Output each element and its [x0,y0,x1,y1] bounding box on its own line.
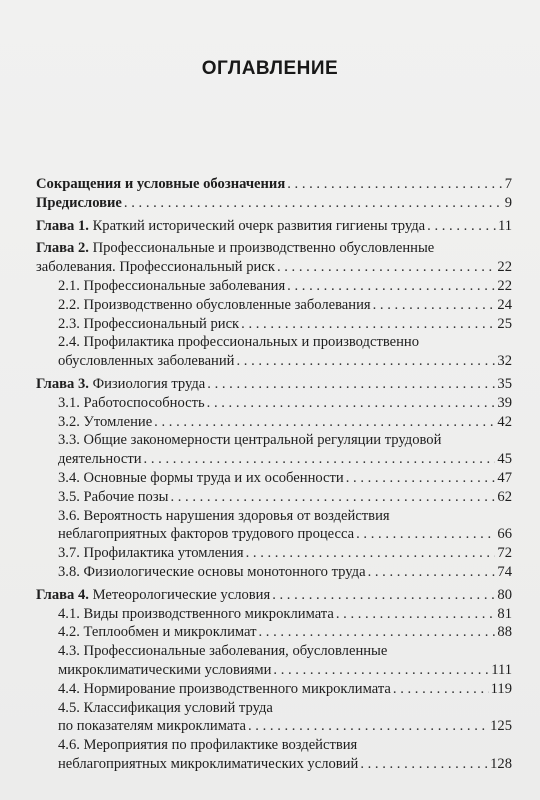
leader-dots [287,277,495,296]
leader-dots [368,563,496,582]
chapter-label: Глава 2. [36,240,89,257]
toc-entry-text: 2.2. Производственно обусловленные заболевания [58,296,371,313]
toc-entry-preface [36,194,512,213]
leader-dots [360,755,488,774]
toc-entry-section-4-3 [36,642,512,680]
toc-entry-text-line1: Профессиональные и производственно обусловленные [92,240,435,257]
toc-page-number: 42 [497,413,512,430]
toc-entry-section-3-3 [36,431,512,469]
toc-entry-section-3-8 [36,563,512,582]
toc-page-number: 128 [490,755,512,772]
toc-entry-text-line2: деятельности [58,451,142,468]
toc-page-number: 66 [497,526,512,543]
toc-page-number: 9 [504,194,512,211]
toc-page-number: 125 [490,718,512,735]
toc-entry-section-4-6 [36,736,512,774]
leader-dots [336,605,496,624]
toc-page-number: 119 [490,680,512,697]
toc-entry-section-3-2 [36,413,512,432]
toc-page-number: 72 [497,545,512,562]
toc-page-number: 62 [497,488,512,505]
leader-dots [237,352,496,371]
leader-dots [207,375,495,394]
leader-dots [272,586,495,605]
toc-entry-section-2-2 [36,296,512,315]
leader-dots [273,661,489,680]
toc-entry-text-line1: 4.5. Классификация условий труда [58,699,273,716]
toc-entry-section-2-4 [36,333,512,371]
toc-entry-text: 3.1. Работоспособность [58,394,205,411]
toc-page-number: 80 [497,586,512,603]
toc-entry-section-2-3 [36,315,512,334]
leader-dots [154,413,495,432]
toc-entry-chapter-2 [36,239,512,277]
leader-dots [170,488,495,507]
leader-dots [356,525,495,544]
toc-entry-text: 3.4. Основные формы труда и их особенности [58,469,344,486]
toc-entry-section-4-4 [36,680,512,699]
toc-entry-section-4-1 [36,605,512,624]
toc-page-number: 35 [497,375,512,392]
toc-page-number: 74 [497,563,512,580]
toc-entry-chapter-1 [36,217,512,236]
toc-entry-text: 4.2. Теплообмен и микроклимат [58,624,257,641]
leader-dots [124,194,503,213]
toc-entry-chapter-4 [36,586,512,605]
toc-entry-section-2-1 [36,277,512,296]
toc-entry-section-4-5 [36,699,512,737]
toc-entry-text: 3.5. Рабочие позы [58,488,169,505]
toc-entry-section-4-2 [36,623,512,642]
toc-entry-text: Метеорологические условия [92,586,271,603]
toc-entry-text-line1: 3.3. Общие закономерности центральной регуляции трудовой [58,432,442,449]
chapter-label: Глава 4. [36,586,89,603]
leader-dots [346,469,496,488]
toc-entry-text-line2: неблагоприятных микроклиматических условий [58,755,359,772]
toc-page-number: 111 [491,661,512,678]
leader-dots [207,394,496,413]
toc-entry-text-line2: неблагоприятных факторов трудового процесса [58,526,355,543]
chapter-label: Глава 3. [36,375,89,392]
toc-entry-text-line2: микроклиматическими условиями [58,661,272,678]
toc-page-number: 22 [497,277,512,294]
leader-dots [246,544,496,563]
toc-page-number: 39 [497,394,512,411]
toc-entry-text: 4.1. Виды производственного микроклимата [58,605,334,622]
toc-entry-section-3-7 [36,544,512,563]
chapter-label: Глава 1. [36,217,89,234]
toc-entry-text-line2: по показателям микроклимата [58,718,246,735]
toc-entry-section-3-4 [36,469,512,488]
leader-dots [259,623,496,642]
leader-dots [427,217,496,236]
toc-page-number: 24 [497,296,512,313]
toc-entry-section-3-6 [36,507,512,545]
leader-dots [248,717,488,736]
toc-page-number: 22 [497,259,512,276]
toc-entry-text: 3.7. Профилактика утомления [58,545,244,562]
leader-dots [241,315,495,334]
leader-dots [393,680,489,699]
toc-page-number: 47 [497,469,512,486]
toc-entry-text: Физиология труда [92,375,206,392]
toc-entry-chapter-3 [36,375,512,394]
toc-entry-text-line1: 4.6. Мероприятия по профилактике воздействия [58,737,358,754]
table-of-contents [36,175,512,774]
toc-page-number: 32 [497,353,512,370]
toc-page-number: 81 [497,605,512,622]
toc-entry-text-line1: 3.6. Вероятность нарушения здоровья от воздействия [58,507,390,524]
toc-entry-text-line1: 2.4. Профилактика профессиональных и производственно [58,334,420,351]
leader-dots [373,296,496,315]
toc-entry-abbreviations [36,175,512,194]
toc-entry-text-line1: 4.3. Профессиональные заболевания, обусловленные [58,643,388,660]
leader-dots [287,175,502,194]
page-title: ОГЛАВЛЕНИЕ [201,58,339,79]
toc-entry-text: Сокращения и условные обозначения [36,176,286,192]
toc-entry-text-line2: обусловленных заболеваний [58,353,235,370]
toc-entry-text: 3.2. Утомление [58,413,153,430]
toc-page-number: 25 [497,315,512,332]
toc-entry-text: Краткий исторический очерк развития гигиены труда [92,217,426,234]
toc-page-number: 11 [497,217,512,234]
toc-page-number: 7 [504,176,512,192]
toc-page-number: 45 [497,451,512,468]
toc-entry-text: 2.1. Профессиональные заболевания [58,277,286,294]
toc-entry-text: 3.8. Физиологические основы монотонного труда [58,563,366,580]
leader-dots [144,450,496,469]
toc-entry-text: 2.3. Профессиональный риск [58,315,240,332]
toc-entry-text-line2: заболевания. Профессиональный риск [36,259,275,276]
leader-dots [277,258,495,277]
toc-entry-text: Предисловие [36,194,122,211]
toc-entry-section-3-5 [36,488,512,507]
toc-entry-section-3-1 [36,394,512,413]
toc-entry-text: 4.4. Нормирование производственного микроклимата [58,680,391,697]
toc-page-number: 88 [497,624,512,641]
